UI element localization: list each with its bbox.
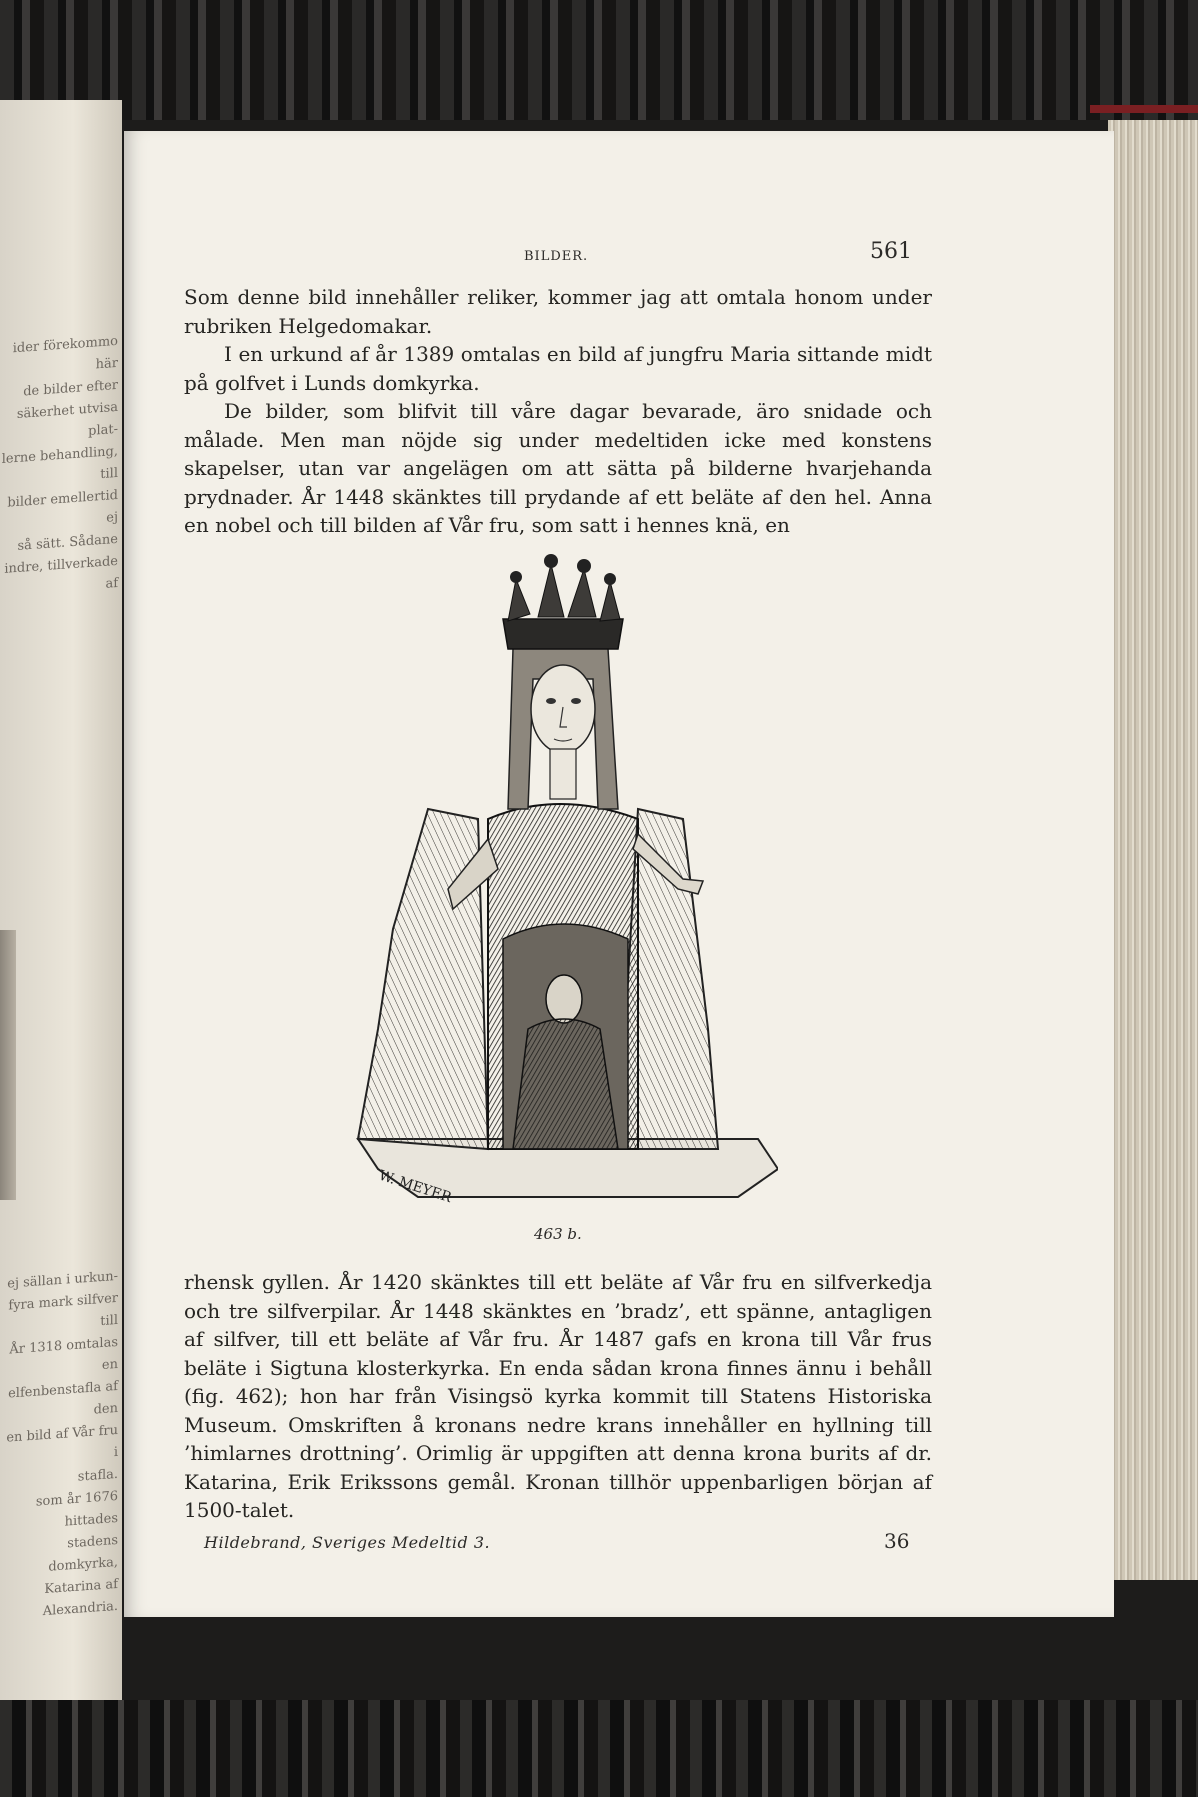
facing-page-text-upper: ider förekommo här de bilder efter säkerhet utvisa plat- lerne behandling, till bilder emellertid ej så sätt. Sådane indre, tillverkade af bbox=[1, 333, 118, 592]
running-head: BILDER. bbox=[524, 249, 589, 264]
footer-citation: Hildebrand, Sveriges Medeltid 3. bbox=[204, 1533, 491, 1552]
paragraph: I en urkund af år 1389 omtalas en bild af jungfru Maria sittande midt på golfvet i Lunds domkyrka. bbox=[184, 342, 932, 395]
inner-figure-head bbox=[546, 975, 582, 1023]
scanner-backdrop-bottom bbox=[0, 1700, 1198, 1797]
paragraph: rhensk gyllen. År 1420 skänktes till ett beläte af Vår fru en silfverkedja och tre silfverpilar. År 1448 skänktes en ’bradz’, ett spänne, antagligen af silfver, till ett beläte af Vår fru. År 1487 gafs en krona till Vår frus beläte i Sigtuna klosterkyrka. En enda sådan krona finnes ännu i behåll (fig. 462); hon har från Visingsö kyrka kommit till Statens Historiska Museum. Omskriften å kronans nedre krans innehåller en hyllning till ’himlarnes drottning’. Orimlig är uppgiften att denna krona burits af dr. Katarina, Erik Erikssons gemål. Kronan tillhör uppenbarligen början af 1500-talet. bbox=[184, 1270, 932, 1522]
page-block-edge bbox=[1108, 120, 1198, 1580]
paragraph: Som denne bild innehåller reliker, kommer jag att omtala honom under rubriken Helgedomakar. bbox=[184, 285, 932, 338]
paragraph: De bilder, som blifvit till våre dagar bevarade, äro snidade och målade. Men man nöjde sig under medeltiden icke med konstens skapelser, utan var angelägen om att sätta på bilderne hvarjehanda prydnader. År 1448 skänktes till prydande af ett beläte af den hel. Anna en nobel och till bilden af Vår fru, som satt i hennes knä, en bbox=[184, 399, 932, 537]
figure-caption: 463 b. bbox=[534, 1225, 582, 1243]
facing-page-illustration-edge bbox=[0, 930, 16, 1200]
footer-signature-mark: 36 bbox=[884, 1529, 910, 1553]
page-number: 561 bbox=[870, 239, 912, 264]
book-page bbox=[124, 131, 1114, 1617]
body-text-bottom bbox=[184, 1268, 932, 1525]
book-cover-edge bbox=[1090, 105, 1198, 113]
figure-left-wing bbox=[358, 809, 488, 1149]
body-text-top bbox=[184, 283, 932, 540]
madonna-figure-illustration bbox=[338, 509, 778, 1219]
figure-neck bbox=[550, 749, 576, 799]
engraver-signature: W. MEYER bbox=[376, 1167, 454, 1207]
facing-page-left bbox=[0, 100, 122, 1700]
figure-crown bbox=[503, 554, 623, 649]
scanner-backdrop-top bbox=[0, 0, 1198, 120]
facing-page-text-lower: ej sällan i urkun- fyra mark silfver till År 1318 omtalas en elfenbenstafla af den en bild af Vår fru i stafla. som år 1676 hittades stadens domkyrka, Katarina af Alexandria. bbox=[6, 1268, 118, 1620]
